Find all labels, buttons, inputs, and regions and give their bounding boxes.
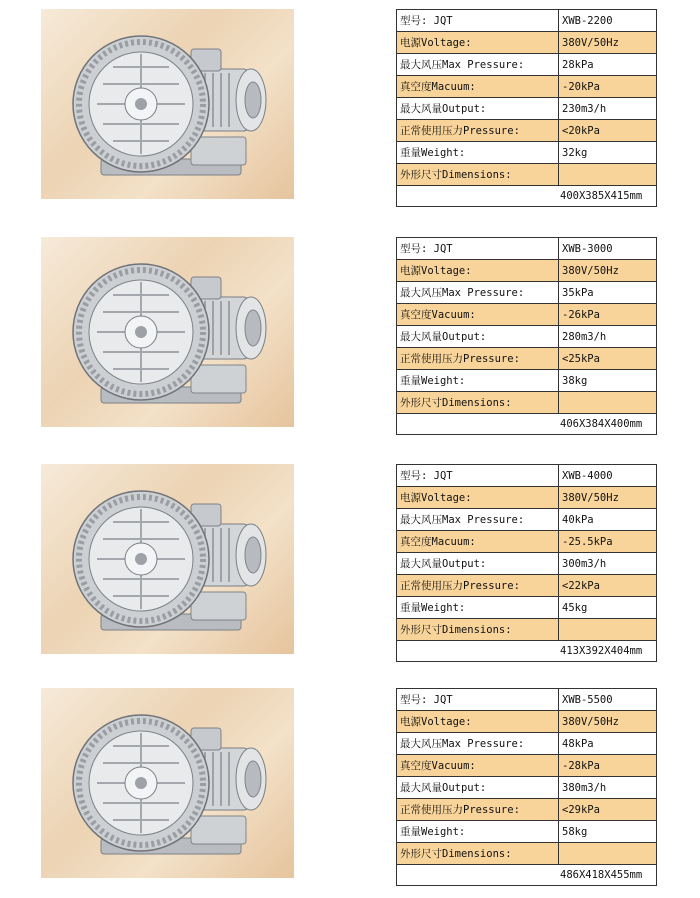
spec-table: [396, 237, 657, 435]
product-section: [0, 237, 700, 447]
spec-label: 最大风压Max Pressure:: [397, 54, 559, 76]
spec-row: [397, 142, 657, 164]
spec-label: 型号: JQT: [397, 238, 559, 260]
spec-row: [397, 487, 657, 509]
spec-value: <29kPa: [559, 799, 657, 821]
spec-value: 380V/50Hz: [559, 260, 657, 282]
spec-label: 正常使用压力Pressure:: [397, 348, 559, 370]
product-section: [0, 9, 700, 219]
spec-value: 35kPa: [559, 282, 657, 304]
dimensions-value: 400X385X415mm: [397, 186, 657, 207]
spec-label: 电源Voltage:: [397, 711, 559, 733]
spec-label: 型号: JQT: [397, 465, 559, 487]
spec-row: [397, 553, 657, 575]
spec-row: [397, 843, 657, 865]
spec-row: [397, 54, 657, 76]
spec-row: [397, 733, 657, 755]
spec-table: [396, 688, 657, 886]
spec-label: 型号: JQT: [397, 10, 559, 32]
spec-label: 最大风量Output:: [397, 777, 559, 799]
spec-row: [397, 465, 657, 487]
spec-row: [397, 10, 657, 32]
spec-label: 真空度Vacuum:: [397, 304, 559, 326]
spec-value: XWB-5500: [559, 689, 657, 711]
spec-row: [397, 392, 657, 414]
spec-label: 型号: JQT: [397, 689, 559, 711]
spec-value: -26kPa: [559, 304, 657, 326]
spec-row: [397, 689, 657, 711]
dimensions-row: [397, 186, 657, 207]
spec-row: [397, 821, 657, 843]
spec-label: 外形尺寸Dimensions:: [397, 392, 559, 414]
spec-label: 最大风压Max Pressure:: [397, 733, 559, 755]
spec-label: 外形尺寸Dimensions:: [397, 843, 559, 865]
spec-label: 最大风量Output:: [397, 553, 559, 575]
spec-row: [397, 509, 657, 531]
spec-row: [397, 348, 657, 370]
spec-value: 28kPa: [559, 54, 657, 76]
dimensions-row: [397, 414, 657, 435]
spec-table: [396, 464, 657, 662]
spec-label: 重量Weight:: [397, 597, 559, 619]
spec-value: -25.5kPa: [559, 531, 657, 553]
spec-label: 最大风压Max Pressure:: [397, 509, 559, 531]
spec-value: XWB-2200: [559, 10, 657, 32]
spec-label: 电源Voltage:: [397, 487, 559, 509]
spec-row: [397, 238, 657, 260]
spec-row: [397, 164, 657, 186]
spec-row: [397, 370, 657, 392]
spec-label: 真空度Macuum:: [397, 76, 559, 98]
spec-label: 正常使用压力Pressure:: [397, 799, 559, 821]
dimensions-value: 406X384X400mm: [397, 414, 657, 435]
spec-row: [397, 711, 657, 733]
spec-label: 正常使用压力Pressure:: [397, 120, 559, 142]
spec-label: 重量Weight:: [397, 142, 559, 164]
spec-value: [559, 619, 657, 641]
spec-value: 48kPa: [559, 733, 657, 755]
spec-row: [397, 799, 657, 821]
spec-row: [397, 282, 657, 304]
spec-value: <22kPa: [559, 575, 657, 597]
spec-value: 280m3/h: [559, 326, 657, 348]
spec-value: -20kPa: [559, 76, 657, 98]
spec-label: 外形尺寸Dimensions:: [397, 619, 559, 641]
dimensions-row: [397, 641, 657, 662]
spec-value: 230m3/h: [559, 98, 657, 120]
product-section: [0, 464, 700, 674]
spec-value: 58kg: [559, 821, 657, 843]
spec-label: 真空度Macuum:: [397, 531, 559, 553]
dimensions-value: 413X392X404mm: [397, 641, 657, 662]
spec-value: [559, 164, 657, 186]
ring-blower-photo: [41, 688, 294, 878]
spec-row: [397, 32, 657, 54]
spec-row: [397, 777, 657, 799]
spec-value: XWB-3000: [559, 238, 657, 260]
spec-value: 38kg: [559, 370, 657, 392]
spec-label: 重量Weight:: [397, 821, 559, 843]
spec-label: 电源Voltage:: [397, 32, 559, 54]
spec-row: [397, 755, 657, 777]
dimensions-row: [397, 865, 657, 886]
spec-row: [397, 597, 657, 619]
spec-value: [559, 392, 657, 414]
spec-row: [397, 76, 657, 98]
spec-label: 正常使用压力Pressure:: [397, 575, 559, 597]
spec-value: 380V/50Hz: [559, 487, 657, 509]
spec-row: [397, 98, 657, 120]
spec-value: XWB-4000: [559, 465, 657, 487]
spec-value: 380m3/h: [559, 777, 657, 799]
dimensions-value: 486X418X455mm: [397, 865, 657, 886]
spec-label: 外形尺寸Dimensions:: [397, 164, 559, 186]
spec-value: <20kPa: [559, 120, 657, 142]
spec-label: 最大风量Output:: [397, 326, 559, 348]
spec-row: [397, 260, 657, 282]
spec-row: [397, 120, 657, 142]
spec-row: [397, 326, 657, 348]
spec-label: 电源Voltage:: [397, 260, 559, 282]
ring-blower-photo: [41, 9, 294, 199]
spec-value: 300m3/h: [559, 553, 657, 575]
spec-value: [559, 843, 657, 865]
spec-value: 45kg: [559, 597, 657, 619]
ring-blower-photo: [41, 237, 294, 427]
spec-table: [396, 9, 657, 207]
spec-value: 380V/50Hz: [559, 711, 657, 733]
spec-value: 32kg: [559, 142, 657, 164]
spec-value: <25kPa: [559, 348, 657, 370]
product-section: [0, 688, 700, 898]
spec-label: 最大风量Output:: [397, 98, 559, 120]
spec-label: 真空度Vacuum:: [397, 755, 559, 777]
spec-row: [397, 531, 657, 553]
spec-value: -28kPa: [559, 755, 657, 777]
ring-blower-photo: [41, 464, 294, 654]
spec-row: [397, 619, 657, 641]
spec-value: 40kPa: [559, 509, 657, 531]
spec-row: [397, 575, 657, 597]
spec-label: 重量Weight:: [397, 370, 559, 392]
spec-row: [397, 304, 657, 326]
spec-value: 380V/50Hz: [559, 32, 657, 54]
spec-label: 最大风压Max Pressure:: [397, 282, 559, 304]
